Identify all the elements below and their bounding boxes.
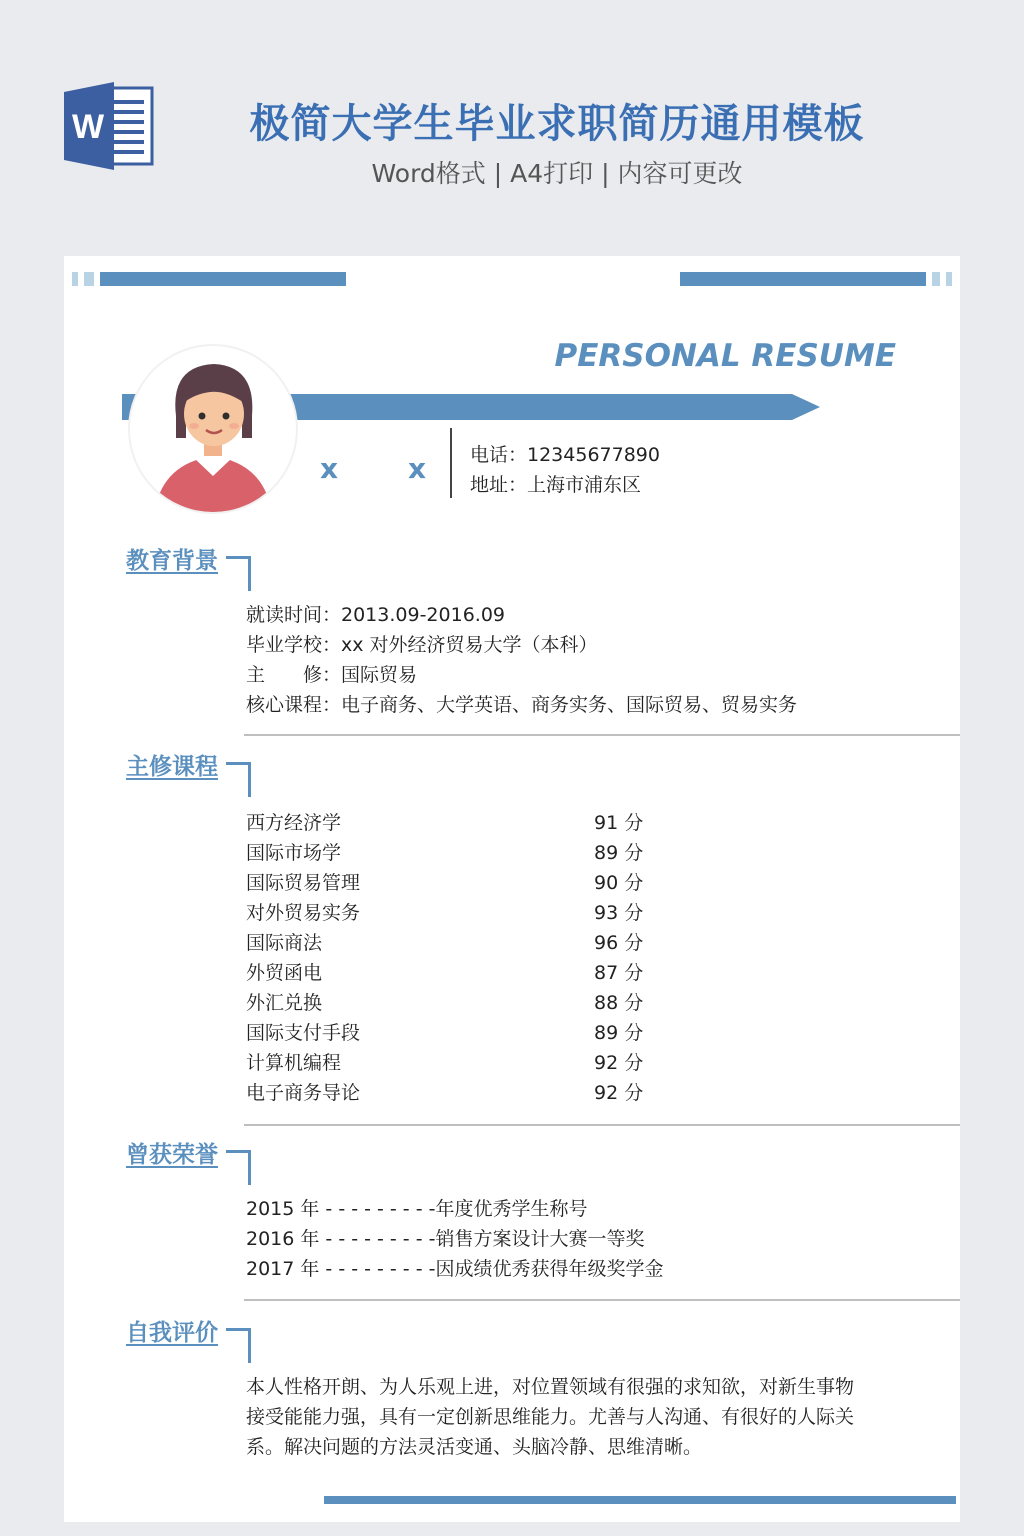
page-header [0, 0, 1024, 240]
edu-line: 核心课程：电子商务、大学英语、商务实务、国际贸易、贸易实务 [246, 694, 798, 716]
course-name: 外汇兑换 [246, 992, 323, 1014]
course-score: 90 分 [594, 872, 644, 894]
self-eval-line: 系。解决问题的方法灵活变通、头脑冷静、思维清晰。 [246, 1436, 703, 1458]
course-score: 93 分 [594, 902, 644, 924]
name-char-2: x [408, 452, 427, 485]
course-score: 87 分 [594, 962, 644, 984]
course-row [246, 808, 666, 835]
section-divider [244, 1124, 960, 1126]
section-bracket [226, 762, 251, 797]
course-row [246, 868, 666, 895]
top-left-deco-2 [84, 272, 94, 286]
top-left-bar [100, 272, 346, 286]
honor-item: 2016 年 - - - - - - - - -销售方案设计大赛一等奖 [246, 1228, 645, 1250]
course-name: 计算机编程 [246, 1052, 342, 1074]
resume-banner-title: PERSONAL RESUME [554, 338, 896, 374]
course-score: 92 分 [594, 1082, 644, 1104]
course-name: 国际市场学 [246, 842, 342, 864]
resume-page [64, 256, 960, 1522]
top-right-bar [680, 272, 926, 286]
phone-text: 电话：12345677890 [470, 444, 660, 466]
name-char-1: x [320, 452, 339, 485]
course-score: 91 分 [594, 812, 644, 834]
honor-item: 2015 年 - - - - - - - - -年度优秀学生称号 [246, 1198, 588, 1220]
honor-item: 2017 年 - - - - - - - - -因成绩优秀获得年级奖学金 [246, 1258, 664, 1280]
page-title: 极简大学生毕业求职简历通用模板 [249, 101, 865, 147]
course-score: 89 分 [594, 1022, 644, 1044]
course-name: 对外贸易实务 [246, 902, 361, 924]
edu-line: 主 修：国际贸易 [246, 664, 418, 686]
section-title-self-eval: 自我评价 [126, 1320, 218, 1346]
bottom-bar [324, 1496, 956, 1504]
course-row [246, 988, 666, 1015]
course-name: 国际商法 [246, 932, 323, 954]
section-title-courses: 主修课程 [126, 754, 218, 780]
avatar [130, 346, 296, 512]
course-row [246, 958, 666, 985]
section-divider [244, 734, 960, 736]
section-title-honors: 曾获荣誉 [126, 1142, 218, 1168]
top-left-deco-1 [72, 272, 78, 286]
course-name: 国际支付手段 [246, 1022, 361, 1044]
page-subtitle: Word格式 | A4打印 | 内容可更改 [371, 159, 743, 188]
course-name: 外贸函电 [246, 962, 323, 984]
contact-divider [450, 428, 452, 498]
course-name: 西方经济学 [246, 812, 342, 834]
course-row [246, 928, 666, 955]
course-score: 88 分 [594, 992, 644, 1014]
self-eval-line: 本人性格开朗、为人乐观上进，对位置领域有很强的求知欲，对新生事物 [246, 1376, 855, 1398]
course-row [246, 1048, 666, 1075]
course-row [246, 898, 666, 925]
course-row [246, 838, 666, 865]
word-document-icon [64, 82, 156, 170]
address-text: 地址：上海市浦东区 [470, 474, 642, 496]
edu-line: 毕业学校：xx 对外经济贸易大学（本科） [246, 634, 598, 656]
logo-letter: W [71, 108, 105, 146]
section-divider [244, 1299, 960, 1301]
section-bracket [226, 556, 251, 591]
section-bracket [226, 1328, 251, 1363]
edu-line: 就读时间：2013.09-2016.09 [246, 604, 505, 626]
top-right-deco-2 [946, 272, 952, 286]
course-score: 92 分 [594, 1052, 644, 1074]
course-row [246, 1018, 666, 1045]
course-row [246, 1078, 666, 1105]
course-score: 89 分 [594, 842, 644, 864]
course-score: 96 分 [594, 932, 644, 954]
top-right-deco-1 [932, 272, 940, 286]
section-title-education: 教育背景 [126, 548, 218, 574]
avatar-illustration-icon [130, 346, 296, 512]
section-bracket [226, 1150, 251, 1185]
course-name: 国际贸易管理 [246, 872, 361, 894]
self-eval-line: 接受能能力强，具有一定创新思维能力。尤善与人沟通、有很好的人际关 [246, 1406, 855, 1428]
course-name: 电子商务导论 [246, 1082, 361, 1104]
